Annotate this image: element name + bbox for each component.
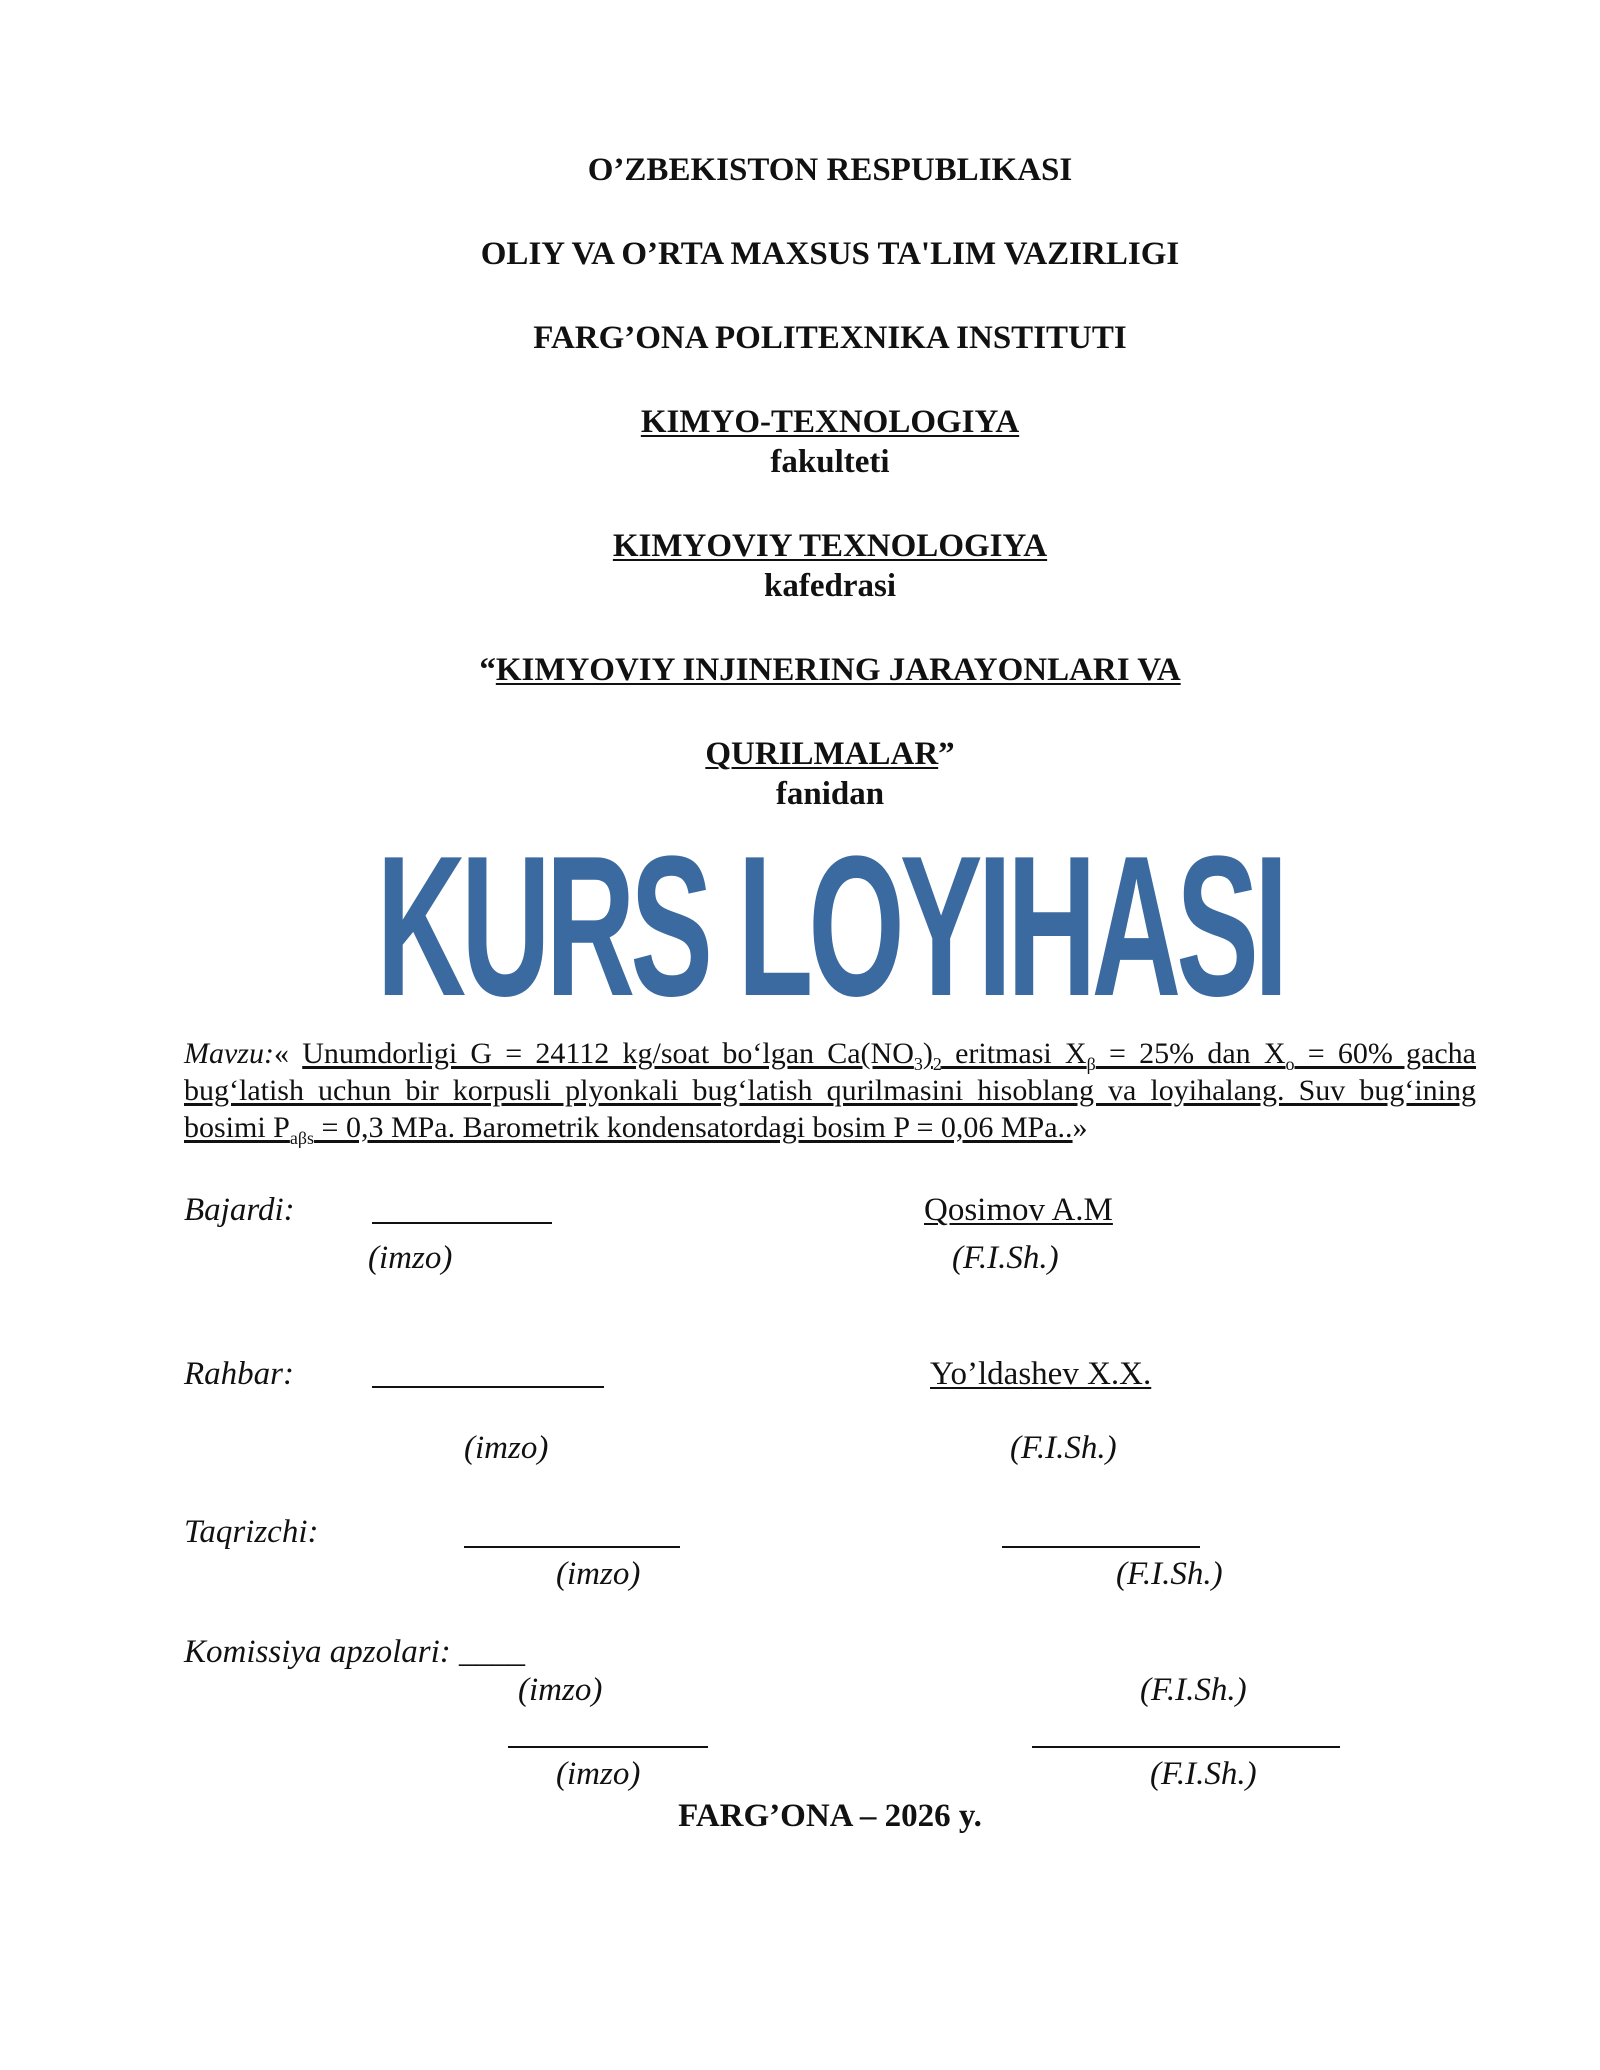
komissiya-name-line <box>1032 1746 1340 1748</box>
topic-sub-3: β <box>1086 1054 1096 1074</box>
bajardi-imzo-caption: (imzo) <box>368 1240 453 1276</box>
topic-sub-1: 3 <box>913 1054 923 1074</box>
faculty-word: fakulteti <box>770 444 890 480</box>
topic-text-2: ) <box>922 1037 933 1070</box>
rahbar-imzo-caption: (imzo) <box>464 1430 549 1466</box>
ministry-heading: OLIY VA O’RTA MAXSUS TA'LIM VAZIRLIGI <box>480 236 1180 272</box>
topic-text-1: Unumdorligi G = 24112 kg/soat bo‘lgan Ca(NO <box>302 1037 914 1070</box>
subject-open-quote: “ <box>479 652 496 688</box>
komissiya-label: Komissiya apzolari: ____ <box>184 1634 526 1670</box>
topic-label: Mavzu: <box>184 1037 274 1070</box>
rahbar-name: Yo’ldashev X.X. <box>930 1356 1152 1392</box>
komissiya-imzo-caption-1: (imzo) <box>518 1672 603 1708</box>
bajardi-name: Qosimov A.M <box>924 1192 1113 1228</box>
topic-open-quote: « <box>273 1037 303 1070</box>
institute-heading: FARG’ONA POLITEXNIKA INSTITUTI <box>533 320 1127 356</box>
rahbar-label: Rahbar: <box>184 1356 294 1392</box>
komissiya-imzo-caption-2: (imzo) <box>556 1756 641 1792</box>
taqrizchi-signature-line <box>464 1546 680 1548</box>
subject-close-quote: ” <box>938 736 955 772</box>
subject-line-1-text: KIMYOVIY INJINERING JARAYONLARI VA <box>495 652 1181 688</box>
topic-text-3: eritmasi X <box>941 1037 1087 1070</box>
komissiya-fish-caption-1: (F.I.Sh.) <box>1140 1672 1247 1708</box>
rahbar-fish-caption: (F.I.Sh.) <box>1010 1430 1117 1466</box>
rahbar-signature-line <box>372 1386 604 1388</box>
subject-word: fanidan <box>775 776 885 812</box>
footer-city-year: FARG’ONA – 2026 y. <box>678 1798 982 1834</box>
taqrizchi-fish-caption: (F.I.Sh.) <box>1116 1556 1223 1592</box>
subject-line-1 <box>0 650 1600 690</box>
taqrizchi-imzo-caption: (imzo) <box>556 1556 641 1592</box>
topic-close-quote: » <box>1072 1111 1088 1144</box>
topic-sub-4: o <box>1285 1054 1295 1074</box>
department-name-text: KIMYOVIY TEXNOLOGIYA <box>612 528 1048 564</box>
faculty-name-text: KIMYO-TEXNOLOGIYA <box>640 404 1020 440</box>
bajardi-fish-caption: (F.I.Sh.) <box>952 1240 1059 1276</box>
komissiya-signature-line <box>508 1746 708 1748</box>
topic-text-4: = 25% dan X <box>1095 1037 1286 1070</box>
komissiya-fish-caption-2: (F.I.Sh.) <box>1150 1756 1257 1792</box>
department-word: kafedrasi <box>764 568 896 604</box>
faculty-name <box>0 402 1600 442</box>
document-title: KURS LOYIHASI <box>376 815 1284 1038</box>
topic-sub-2: 2 <box>932 1054 942 1074</box>
republic-heading: O’ZBEKISTON RESPUBLIKASI <box>587 152 1073 188</box>
topic-text-5: = 60% gacha bug‘latish uchun bir korpusli plyonkali bug‘latish qurilmasini hisoblang va loyihalang. Suv bug‘ining bosimi P <box>184 1037 1477 1144</box>
taqrizchi-name-line <box>1002 1546 1200 1548</box>
bajardi-label: Bajardi: <box>184 1192 295 1228</box>
subject-line-2 <box>0 734 1600 774</box>
topic-sub-5: aβs <box>289 1128 315 1148</box>
subject-line-2-text: QURILMALAR <box>705 736 939 772</box>
bajardi-signature-line <box>372 1222 552 1224</box>
topic-body <box>184 1037 1477 1148</box>
topic-text-6: = 0,3 MPa. Barometrik kondensatordagi bosim P = 0,06 MPa.. <box>314 1111 1073 1144</box>
taqrizchi-label: Taqrizchi: <box>184 1514 319 1550</box>
topic-paragraph <box>184 1035 1476 1146</box>
department-name <box>0 526 1600 566</box>
